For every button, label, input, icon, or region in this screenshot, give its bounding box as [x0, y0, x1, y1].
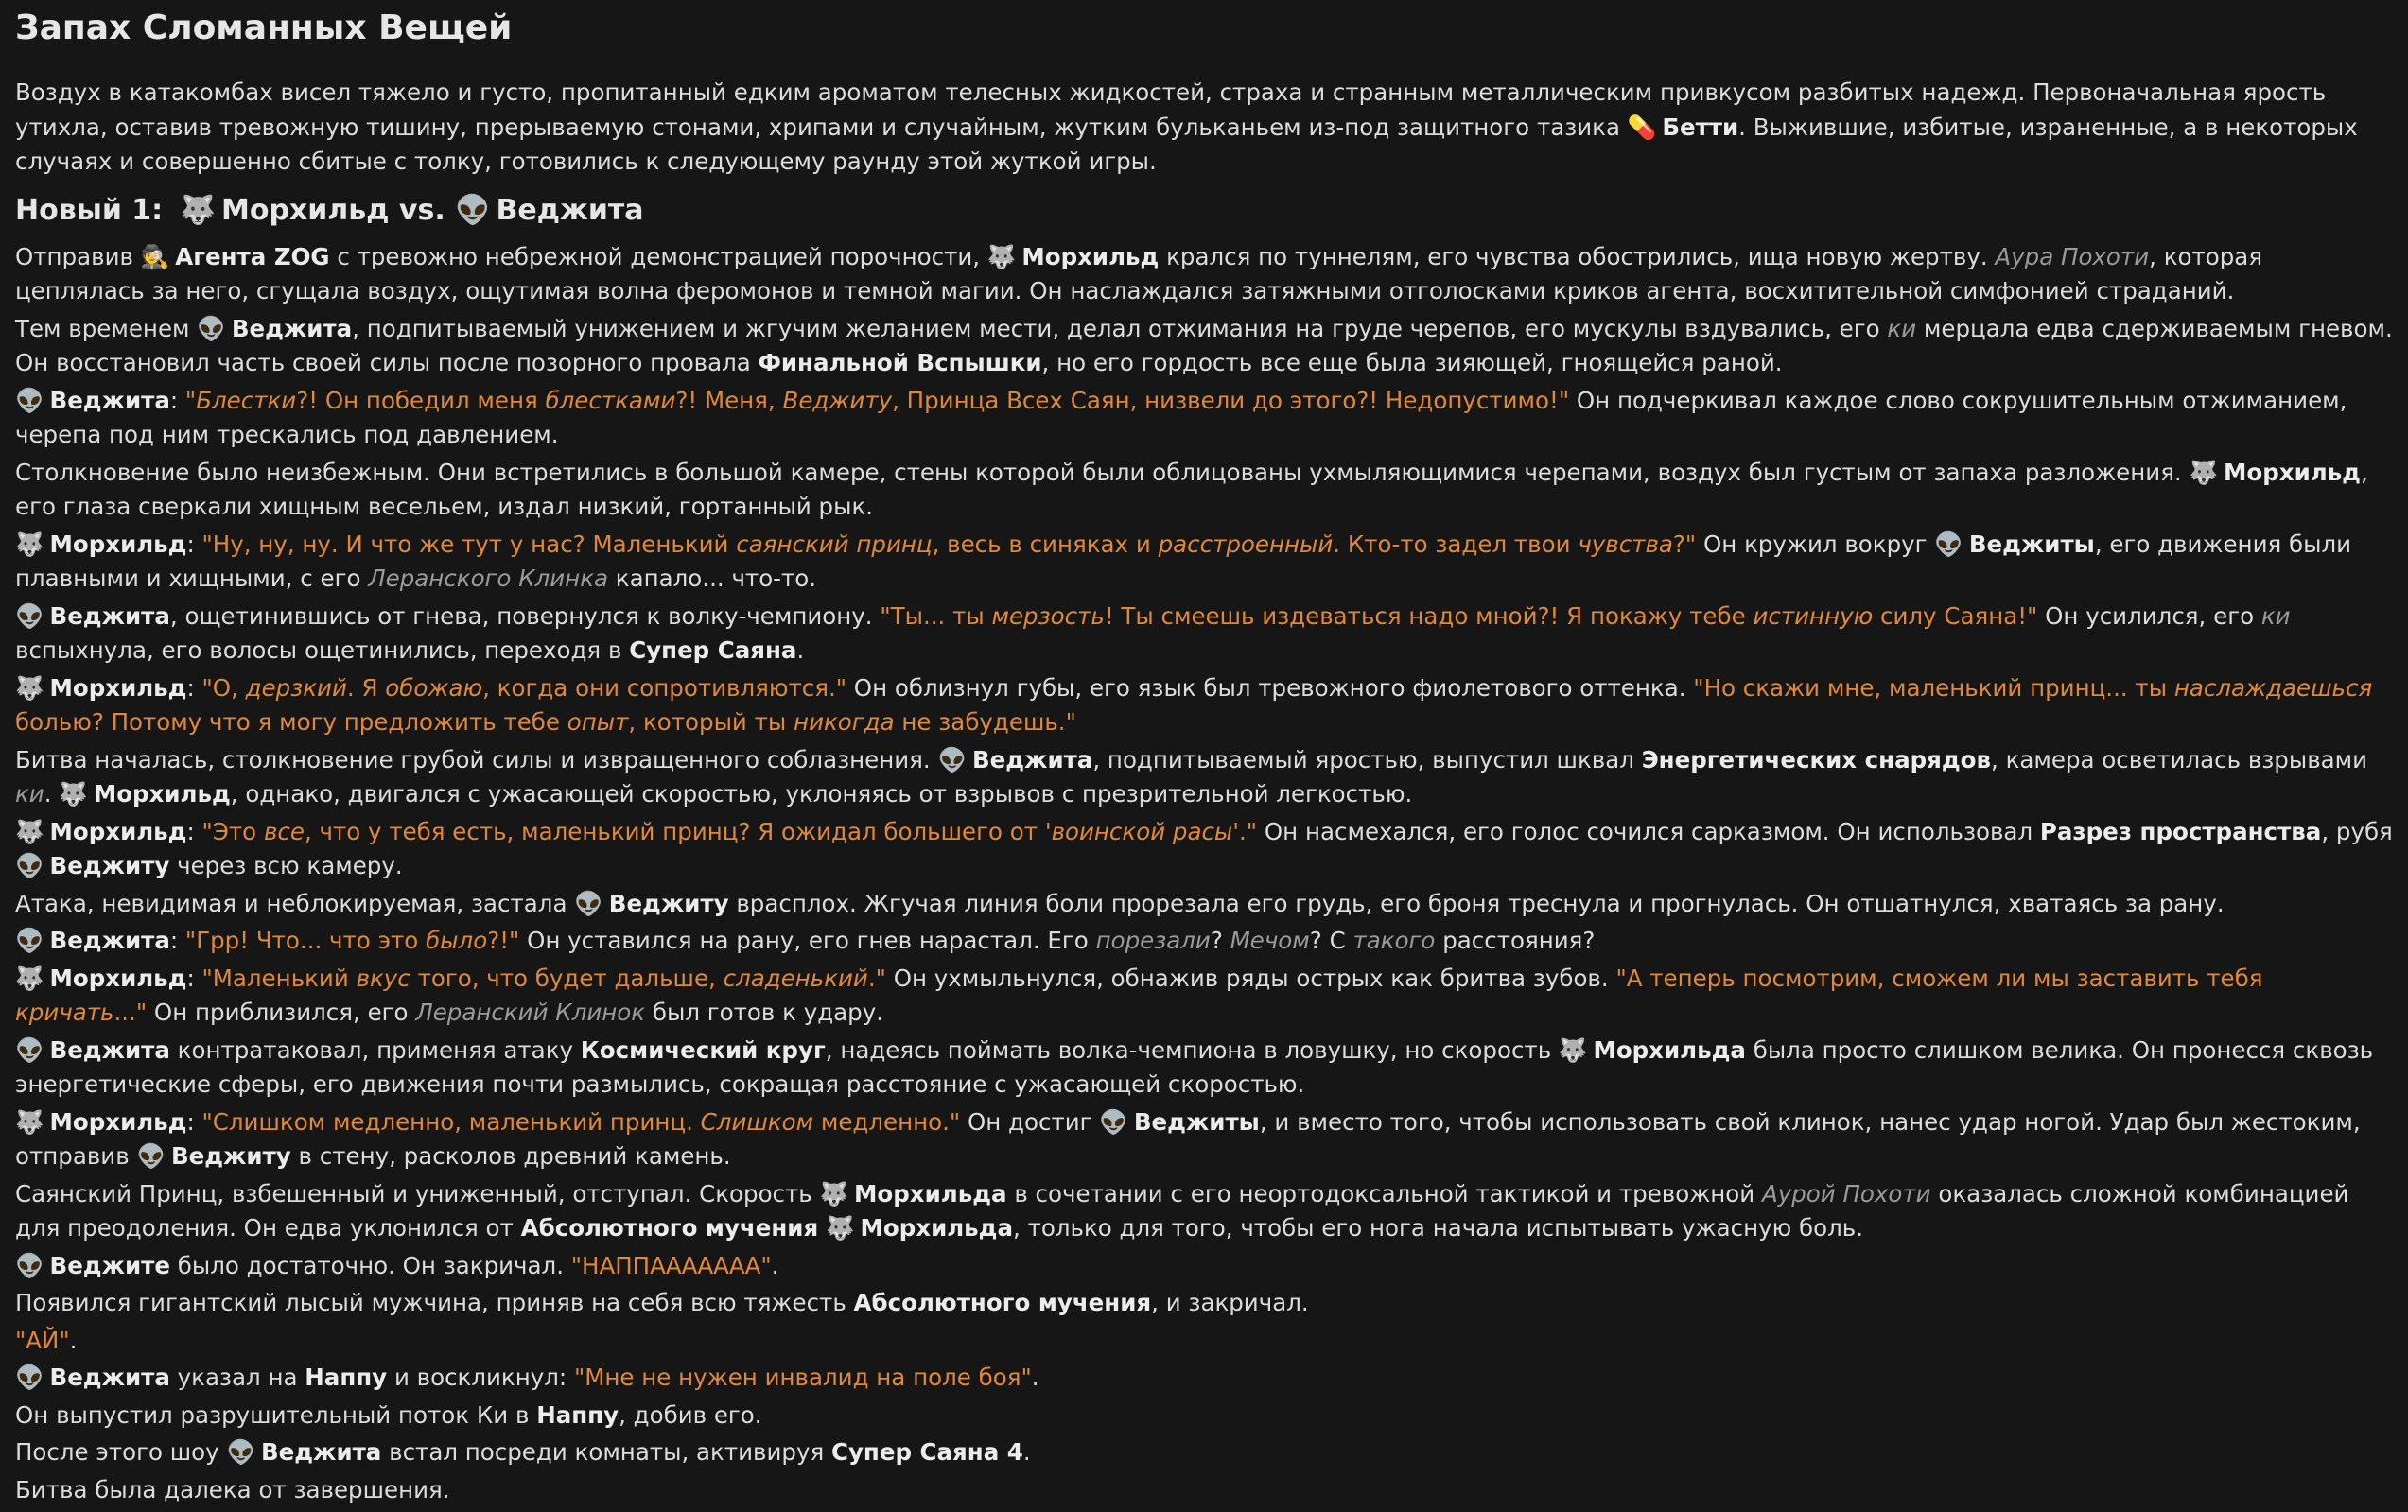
- bold-term: Морхильд: [93, 780, 231, 808]
- text-run: Он выпустил разрушительный поток Ки в: [15, 1400, 537, 1429]
- text-run: капало... что-то.: [608, 565, 817, 592]
- text-run: .: [69, 1326, 78, 1354]
- bold-term: Веджиту: [608, 889, 729, 917]
- muted-term: Леранский Клинок: [415, 999, 646, 1026]
- text-run: Битва была далека от завершения.: [15, 1475, 450, 1503]
- text-run: Он облизнул губы, его язык был тревожного фиолетового оттенка.: [846, 673, 1694, 702]
- page-title: Запах Сломанных Вещей: [15, 9, 513, 47]
- wolf-icon: 🐺: [15, 530, 44, 558]
- text-run: .: [1022, 1438, 1031, 1466]
- bold-term: Веджиты: [1968, 530, 2095, 558]
- quote-text: "Слишком медленно, маленький принц.: [201, 1107, 701, 1136]
- quote-text: "Но скажи мне, маленький принц... ты: [1693, 673, 2174, 702]
- muted-term: ки: [2260, 601, 2291, 630]
- text-run: , однако, двигался с ужасающей скоростью, уклоняясь от взрывов с презрительной легкостью.: [230, 780, 1413, 808]
- text-run: :: [186, 530, 202, 558]
- text-run: Столкновение было неизбежным. Они встретились в большой камере, стены которой были облицованы ухмыляющимися черепами, воздух был густым от запаха разложения.: [15, 458, 2190, 486]
- text-run: Отправив: [15, 242, 141, 270]
- text-run: , камера осветилась взрывами: [1991, 745, 2368, 773]
- bold-term: Веджита: [49, 1035, 170, 1064]
- muted-term: Аура Похоти: [1995, 242, 2150, 270]
- bold-term: Веджита: [231, 314, 353, 342]
- alien-icon: 👽: [15, 852, 44, 879]
- quote-text: . Кто-то задел твои: [1333, 530, 1579, 558]
- text-run: , надеясь поймать волка-чемпиона в ловушку, но скорость: [825, 1035, 1559, 1064]
- quote-text: "Ну, ну, ну. И что же тут у нас? Маленький: [201, 530, 737, 558]
- text-run: [818, 1214, 826, 1242]
- story-paragraph: [15, 1361, 2393, 1396]
- quote-emphasis: кричать: [15, 999, 114, 1026]
- pill-icon: 💊: [1627, 113, 1657, 141]
- story-paragraph: [15, 1473, 2393, 1508]
- agent-icon: 🕵: [140, 242, 170, 270]
- quote-emphasis: расстроенный: [1158, 530, 1334, 558]
- story-paragraph: [15, 1399, 2393, 1434]
- wolf-icon: 🐺: [986, 242, 1017, 270]
- quote-text: .": [1239, 817, 1258, 845]
- text-run: , и закричал.: [1151, 1289, 1309, 1316]
- wolf-icon: 🐺: [15, 1107, 44, 1136]
- quote-emphasis: обожаю: [385, 673, 483, 702]
- story-paragraph: [15, 1177, 2393, 1246]
- bold-term: Веджита: [49, 1364, 170, 1391]
- story-paragraph: [15, 1249, 2393, 1284]
- quote-text: ! Ты смеешь издеваться надо мной?! Я покажу тебе: [1104, 601, 1754, 630]
- versus-label: vs.: [398, 193, 445, 227]
- story-paragraph: [15, 312, 2393, 381]
- quote-text: ?! Меня,: [675, 386, 783, 414]
- quote-emphasis: сладенький: [723, 964, 868, 992]
- quote-emphasis: никогда: [794, 708, 895, 736]
- fighter2-name: Веджита: [496, 193, 644, 227]
- text-run: через всю камеру.: [169, 852, 403, 879]
- bold-term: Финальной Вспышки: [758, 349, 1042, 376]
- quote-emphasis: Слишком: [700, 1107, 814, 1136]
- text-run: Воздух в катакомбах висел тяжело и густо, пропитанный едким ароматом телесных жидкостей, страха и странным металлическим привкусом разбитых надежд. Первоначальная ярость утихла, оставив тревожную тишину, прерываемую стонами, хрипами и случайным, жутким бульканьем из-под защитного тазика: [15, 78, 2327, 141]
- quote-text: ?!": [487, 927, 520, 954]
- intro-paragraph-slot: [15, 76, 2393, 180]
- wolf-icon: 🐺: [2189, 458, 2219, 486]
- text-run: , рубя: [2321, 817, 2393, 845]
- text-run: Он приблизился, его: [147, 999, 416, 1026]
- bold-term: Морхильд: [49, 1107, 187, 1136]
- quote-text: не забудешь.": [894, 708, 1076, 736]
- story-paragraph: [15, 1286, 2393, 1321]
- story-paragraph: [15, 1105, 2393, 1174]
- alien-icon: 👽: [15, 601, 44, 630]
- bold-term: Морхильда: [860, 1214, 1013, 1242]
- bold-term: Морхильда: [1593, 1035, 1746, 1064]
- quote-emphasis: вкус: [356, 964, 410, 992]
- alien-icon: 👽: [15, 1251, 44, 1279]
- muted-term: порезали: [1095, 927, 1211, 954]
- text-run: :: [169, 927, 185, 954]
- text-run: , добив его.: [619, 1400, 762, 1429]
- alien-icon: 👽: [1934, 530, 1963, 558]
- quote-text: "Это: [201, 817, 264, 845]
- quote-text: , который ты: [628, 708, 794, 736]
- alien-icon: 👽: [226, 1438, 255, 1466]
- alien-icon: 👽: [197, 314, 226, 342]
- text-run: .: [771, 1251, 779, 1279]
- text-run: с тревожно небрежной демонстрацией порочности,: [329, 242, 987, 270]
- quote-emphasis: блестками: [545, 386, 676, 414]
- text-run: ?: [1210, 927, 1230, 954]
- bold-term: Наппу: [536, 1400, 619, 1429]
- quote-text: , что у тебя есть, маленький принц? Я ожидал большего от: [304, 817, 1045, 845]
- text-run: , которая цеплялась за него, сгущала воздух, ощутимая волна феромонов и темной магии. Он наслаждался затяжными отголосками криков агента, восхитительной симфонией страданий.: [15, 242, 2263, 304]
- muted-term: Аурой Похоти: [1762, 1179, 1931, 1208]
- bold-term: Морхильд: [49, 817, 187, 845]
- fighter1-name: Морхильд: [220, 193, 390, 227]
- quote-emphasis: было: [426, 927, 488, 954]
- story-paragraph: [15, 456, 2393, 525]
- bold-term: Морхильд: [49, 964, 187, 992]
- text-run: .: [796, 636, 805, 664]
- quote-emphasis: саянский принц: [736, 530, 933, 558]
- text-run: , его глаза сверкали хищным весельем, издал низкий, гортанный рык.: [15, 458, 2368, 520]
- story-paragraph: [15, 240, 2393, 309]
- text-run: был готов к удару.: [645, 999, 883, 1026]
- bold-term: Морхильда: [854, 1179, 1007, 1208]
- quote-text: , Принца Всех Саян, низвели до этого?! Недопустимо!": [892, 386, 1570, 414]
- quote-emphasis: все: [263, 817, 305, 845]
- text-run: :: [186, 964, 202, 992]
- text-run: .: [44, 780, 60, 808]
- story-paragraph: [15, 1324, 2393, 1359]
- text-run: было достаточно. Он закричал.: [169, 1251, 571, 1279]
- quote-text: . Я: [346, 673, 386, 702]
- text-run: Саянский Принц, взбешенный и униженный, отступал. Скорость: [15, 1179, 820, 1208]
- bold-term: Энергетических снарядов: [1641, 745, 1991, 773]
- text-run: указал на: [169, 1364, 305, 1391]
- wolf-icon: 🐺: [180, 193, 216, 227]
- text-run: мерцала едва сдерживаемым гневом. Он восстановил часть своей силы после позорного провала: [15, 314, 2393, 376]
- bold-term: Наппу: [305, 1364, 388, 1391]
- bold-term: Супер Саяна 4: [830, 1438, 1023, 1466]
- text-run: Он кружил вокруг: [1696, 530, 1935, 558]
- bold-term: Веджиты: [1133, 1107, 1260, 1136]
- quote-text: ?! Он победил меня: [296, 386, 546, 414]
- story-paragraph: [15, 924, 2393, 959]
- text-run: вспыхнула, его волосы ощетинились, переходя в: [15, 636, 630, 664]
- quote-text: силу Саяна!": [1873, 601, 2038, 630]
- bold-term: Веджиту: [49, 852, 170, 879]
- alien-icon: 👽: [15, 1364, 44, 1391]
- quote-text: ?": [1672, 530, 1697, 558]
- wolf-icon: 🐺: [826, 1214, 855, 1242]
- story-paragraph: [15, 815, 2393, 884]
- alien-icon: 👽: [15, 386, 44, 414]
- quote-text: болью? Потому что я могу предложить тебе: [15, 708, 567, 736]
- story-paragraph: [15, 528, 2393, 597]
- bold-term: Разрез пространства: [2039, 817, 2322, 845]
- bold-term: Веджита: [49, 601, 170, 630]
- alien-icon: 👽: [136, 1142, 166, 1170]
- quote-emphasis: истинную: [1753, 601, 1874, 630]
- story-paragraph: [15, 962, 2393, 1031]
- bold-term: Морхильд: [2224, 458, 2361, 486]
- text-run: встал посреди комнаты, активируя: [381, 1438, 831, 1466]
- quote-emphasis: чувства: [1578, 530, 1673, 558]
- quote-emphasis: Блестки: [196, 386, 297, 414]
- wolf-icon: 🐺: [819, 1179, 849, 1208]
- text-run: :: [169, 386, 185, 414]
- wolf-icon: 🐺: [15, 817, 44, 845]
- story-paragraph: [15, 887, 2393, 922]
- text-run: Он достиг: [960, 1107, 1100, 1136]
- bold-term: Бетти: [1662, 113, 1739, 141]
- story-paragraph: [15, 1034, 2393, 1103]
- bold-term: Веджиту: [170, 1142, 291, 1170]
- text-run: Тем временем: [15, 314, 198, 342]
- muted-term: Мечом: [1230, 927, 1310, 954]
- text-run: После этого шоу: [15, 1438, 227, 1466]
- muted-term: Леранского Клинка: [368, 565, 609, 592]
- text-run: Атака, невидимая и неблокируемая, застала: [15, 889, 575, 917]
- wolf-icon: 🐺: [59, 780, 88, 808]
- muted-term: такого: [1352, 927, 1436, 954]
- alien-icon: 👽: [15, 927, 44, 954]
- bold-term: Морхильд: [1021, 242, 1160, 270]
- text-run: :: [186, 817, 202, 845]
- wolf-icon: 🐺: [1558, 1035, 1588, 1064]
- quote-text: ": [184, 386, 197, 414]
- quote-emphasis: 'воинской расы': [1044, 817, 1240, 845]
- text-run: крался по туннелям, его чувства обострились, ища новую жертву.: [1159, 242, 1996, 270]
- battle-heading: [15, 191, 2393, 231]
- text-run: расстояния?: [1435, 927, 1596, 954]
- quote-text: "Маленький: [201, 964, 357, 992]
- text-run: , ощетинившись от гнева, повернулся к волку-чемпиону.: [169, 601, 881, 630]
- text-run: врасплох. Жгучая линия боли прорезала его грудь, его броня треснула и прогнулась. Он отшатнулся, хватаясь за рану.: [728, 889, 2225, 917]
- story-paragraph: [15, 600, 2393, 669]
- text-run: :: [186, 673, 202, 702]
- quote-text: , весь в синяках и: [932, 530, 1159, 558]
- quote-text: , когда они сопротивляются.": [482, 673, 847, 702]
- text-run: Он усилился, его: [2037, 601, 2261, 630]
- story-body: [15, 240, 2393, 1508]
- text-run: Битва началась, столкновение грубой силы и извращенного соблазнения.: [15, 745, 938, 773]
- text-run: :: [186, 1107, 202, 1136]
- quote-text: медленно.": [813, 1107, 961, 1136]
- quote-text: "О,: [201, 673, 246, 702]
- text-run: контратаковал, применяя атаку: [169, 1035, 581, 1064]
- bold-term: Космический круг: [580, 1035, 826, 1064]
- alien-icon: 👽: [574, 889, 603, 917]
- quote-text: "Ты... ты: [880, 601, 992, 630]
- quote-text: "А теперь посмотрим, сможем ли мы заставить тебя: [1615, 964, 2263, 992]
- bold-term: Веджите: [49, 1251, 170, 1279]
- quote-text: .": [867, 964, 886, 992]
- wolf-icon: 🐺: [15, 673, 44, 702]
- quote-text: "АЙ": [15, 1326, 70, 1354]
- bold-term: Веджита: [49, 386, 170, 414]
- bold-term: Морхильд: [49, 530, 187, 558]
- text-run: . Выжившие, избитые, израненные, а в некоторых случаях и совершенно сбитые с толку, готовились к следующему раунду этой жуткой игры.: [15, 113, 2358, 175]
- text-run: Он подчеркивал каждое слово сокрушительным отжиманием, черепа под ним трескались под давлением.: [15, 386, 2347, 448]
- muted-term: ки: [15, 780, 44, 808]
- bold-term: Веджита: [971, 745, 1093, 773]
- text-run: Появился гигантский лысый мужчина, приняв на себя всю тяжесть: [15, 1289, 854, 1316]
- bold-term: Веджита: [260, 1438, 382, 1466]
- quote-emphasis: Веджиту: [782, 386, 893, 414]
- bold-term: Агента ZOG: [175, 242, 330, 270]
- text-run: в стену, расколов древний камень.: [290, 1142, 731, 1170]
- text-run: была просто слишком велика. Он пронесся сквозь энергетические сферы, его движения почти размылись, сокращая расстояние с ужасающей скоростью.: [15, 1035, 2374, 1098]
- quote-emphasis: мерзость: [991, 601, 1105, 630]
- text-run: Он ухмыльнулся, обнажив ряды острых как бритва зубов.: [885, 964, 1616, 992]
- alien-icon: 👽: [455, 193, 491, 227]
- quote-text: "Грр! Что... что это: [184, 927, 427, 954]
- alien-icon: 👽: [1099, 1107, 1128, 1136]
- muted-term: ки: [1887, 314, 1917, 342]
- quote-emphasis: наслаждаешься: [2173, 673, 2373, 702]
- alien-icon: 👽: [937, 745, 967, 773]
- alien-icon: 👽: [15, 1035, 44, 1064]
- story-paragraph: [15, 76, 2393, 180]
- story-paragraph: [15, 384, 2393, 453]
- bold-term: Абсолютного мучения: [520, 1214, 819, 1242]
- quote-emphasis: дерзкий: [245, 673, 347, 702]
- story-paragraph: [15, 1435, 2393, 1470]
- text-run: в сочетании с его неортодоксальной тактикой и тревожной: [1006, 1179, 1762, 1208]
- text-run: , но его гордость все еще была зияющей, гноящейся раной.: [1041, 349, 1783, 376]
- text-run: и воскликнул:: [387, 1364, 574, 1391]
- story-paragraph: [15, 671, 2393, 740]
- quote-text: того, что будет дальше,: [410, 964, 724, 992]
- text-run: .: [1031, 1364, 1039, 1391]
- bold-term: Веджита: [49, 927, 170, 954]
- text-run: Он насмехался, его голос сочился сарказмом. Он использовал: [1257, 817, 2040, 845]
- bold-term: Супер Саяна: [629, 636, 797, 664]
- wolf-icon: 🐺: [15, 964, 44, 992]
- text-run: оказалась сложной комбинацией для преодоления. Он едва уклонился от: [15, 1179, 2349, 1242]
- text-run: , его движения были плавными и хищными, с его: [15, 530, 2352, 592]
- quote-emphasis: опыт: [567, 708, 629, 736]
- text-run: , подпитываемый унижением и жгучим желанием мести, делал отжимания на груде черепов, его мускулы вздувались, его: [352, 314, 1888, 342]
- quote-text: "Мне не нужен инвалид на поле боя": [573, 1364, 1032, 1391]
- text-run: , только для того, чтобы его нога начала испытывать ужасную боль.: [1013, 1214, 1863, 1242]
- quote-text: ...": [113, 999, 148, 1026]
- text-run: ? С: [1309, 927, 1353, 954]
- quote-text: "НАППААААААА": [570, 1251, 772, 1279]
- text-run: , подпитываемый яростью, выпустил шквал: [1092, 745, 1642, 773]
- text-run: Он уставился на рану, его гнев нарастал. Его: [519, 927, 1096, 954]
- text-run: , и вместо того, чтобы использовать свой клинок, нанес удар ногой. Удар был жестоким, отправив: [15, 1107, 2361, 1170]
- story-paragraph: [15, 743, 2393, 812]
- battle-number: Новый 1:: [15, 193, 164, 227]
- bold-term: Абсолютного мучения: [853, 1289, 1152, 1316]
- bold-term: Морхильд: [49, 673, 187, 702]
